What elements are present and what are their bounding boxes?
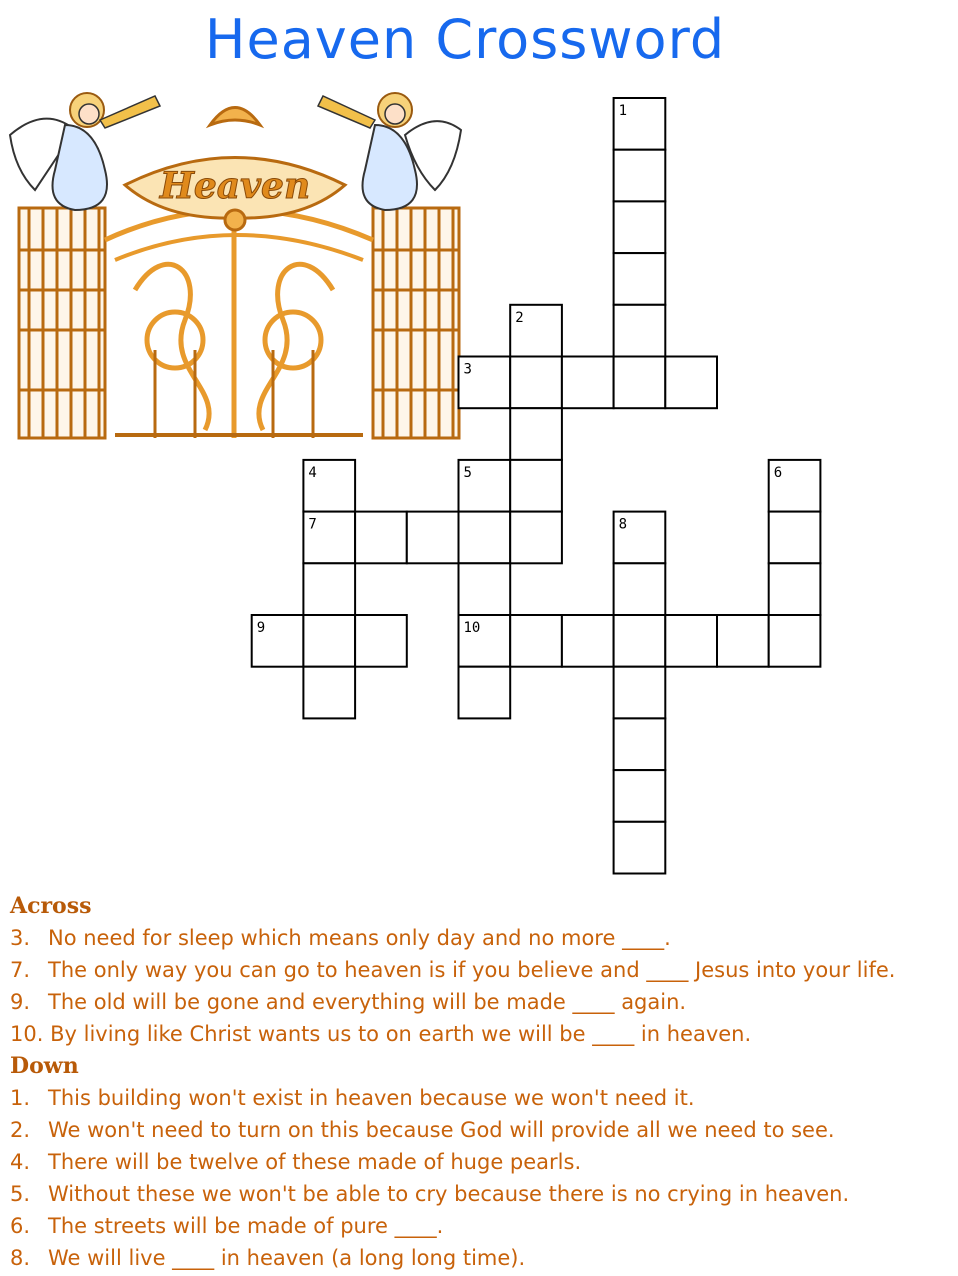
crossword-cell[interactable]	[614, 822, 666, 874]
cell-number: 6	[773, 464, 783, 481]
clue-text: There will be twelve of these made of huge pearls.	[48, 1150, 582, 1174]
crossword-cell[interactable]	[303, 563, 355, 615]
crossword-cell[interactable]	[614, 253, 666, 305]
crossword-cell[interactable]	[614, 150, 666, 202]
clue-number: 7.	[10, 958, 31, 982]
clue-text: The only way you can go to heaven is if you believe and ____ Jesus into your life.	[48, 958, 896, 982]
down-heading: Down	[10, 1053, 79, 1079]
crossword-cell[interactable]	[459, 563, 511, 615]
page-title: Heaven Crossword	[204, 8, 726, 71]
crossword-cell[interactable]	[510, 357, 562, 409]
crossword-cell[interactable]	[614, 201, 666, 253]
down-clue	[10, 1114, 950, 1146]
across-clue	[10, 1018, 950, 1050]
crossword-cell[interactable]	[303, 615, 355, 667]
clue-text: The old will be gone and everything will be made ____ again.	[48, 990, 687, 1014]
down-clue	[10, 1210, 950, 1242]
cell-number: 5	[463, 464, 472, 481]
crossword-cell[interactable]	[303, 667, 355, 719]
cell-number: 8	[618, 516, 628, 533]
crossword-cell[interactable]	[665, 615, 717, 667]
crossword-cell[interactable]	[355, 512, 407, 564]
crossword-cell[interactable]	[614, 305, 666, 357]
crossword-cell[interactable]	[614, 563, 666, 615]
cell-number: 10	[463, 620, 481, 636]
clue-number: 4.	[10, 1150, 31, 1174]
cell-number: 9	[256, 620, 266, 636]
crossword-cell[interactable]	[562, 615, 614, 667]
cell-number: 7	[308, 516, 317, 533]
cell-number: 1	[618, 103, 628, 119]
clue-number: 8.	[10, 1246, 31, 1270]
crossword-cell[interactable]	[614, 667, 666, 719]
cell-number: 4	[308, 464, 317, 481]
cell-number: 2	[515, 309, 524, 326]
clue-text: Without these we won't be able to cry because there is no crying in heaven.	[48, 1182, 850, 1206]
crossword-cell[interactable]	[614, 357, 666, 409]
crossword-cell[interactable]	[769, 615, 821, 667]
crossword-cell[interactable]	[562, 357, 614, 409]
clue-text: We won't need to turn on this because God will provide all we need to see.	[48, 1118, 835, 1142]
down-clue	[10, 1146, 950, 1178]
clue-number: 1.	[10, 1086, 31, 1110]
clue-number: 9.	[10, 990, 31, 1014]
crossword-cell[interactable]	[510, 408, 562, 460]
clue-number: 3.	[10, 926, 31, 950]
clue-text: We will live ____ in heaven (a long long time).	[48, 1246, 526, 1270]
clue-text: By living like Christ wants us to on earth we will be ____ in heaven.	[50, 1022, 752, 1046]
crossword-cell[interactable]	[614, 770, 666, 822]
crossword-cell[interactable]	[510, 615, 562, 667]
cell-number: 3	[463, 361, 472, 378]
down-clue	[10, 1242, 950, 1274]
clue-text: No need for sleep which means only day and no more ____.	[48, 926, 671, 950]
across-clue	[10, 986, 950, 1018]
crossword-cell[interactable]	[769, 563, 821, 615]
clue-list	[10, 890, 950, 1274]
crossword-cell[interactable]	[355, 615, 407, 667]
clue-text: The streets will be made of pure ____.	[48, 1214, 444, 1238]
clue-number: 10.	[10, 1022, 44, 1046]
crossword-cell[interactable]	[614, 615, 666, 667]
crossword-cell[interactable]	[459, 667, 511, 719]
crossword-cell[interactable]	[769, 512, 821, 564]
across-clue	[10, 922, 950, 954]
crossword-cell[interactable]	[717, 615, 769, 667]
crossword-cell[interactable]	[665, 357, 717, 409]
crossword-cell[interactable]	[459, 512, 511, 564]
down-clue	[10, 1082, 950, 1114]
down-clue	[10, 1178, 950, 1210]
clue-number: 2.	[10, 1118, 31, 1142]
crossword-cell[interactable]	[614, 718, 666, 770]
heaven-sign-lettering: Heaven	[159, 165, 311, 207]
clue-number: 6.	[10, 1214, 31, 1238]
across-heading: Across	[10, 893, 92, 919]
crossword-cell[interactable]	[510, 512, 562, 564]
clue-text: This building won't exist in heaven because we won't need it.	[48, 1086, 695, 1110]
crossword-cell[interactable]	[407, 512, 459, 564]
across-clue	[10, 954, 950, 986]
clue-number: 5.	[10, 1182, 31, 1206]
crossword-cell[interactable]	[510, 460, 562, 512]
